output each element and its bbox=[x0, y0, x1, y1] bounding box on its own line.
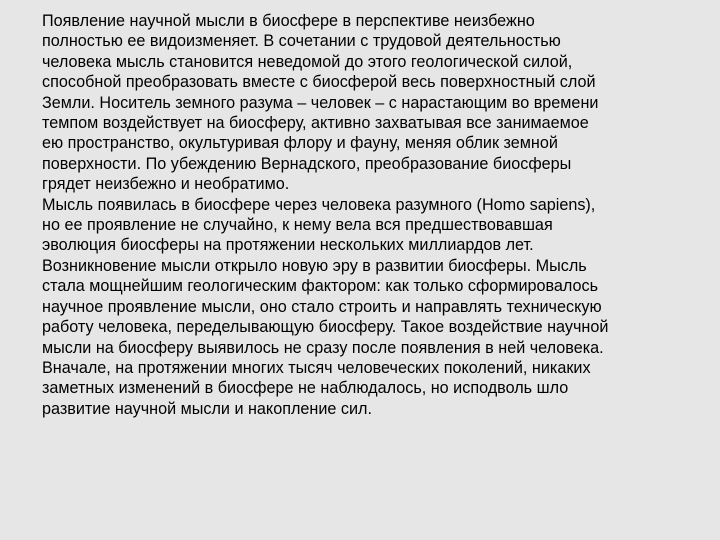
text-line-7: ею пространство, окультуривая флору и фауну, меняя облик земной bbox=[42, 134, 558, 153]
text-line-2: полностью ее видоизменяет. В сочетании с трудовой деятельностью bbox=[42, 32, 561, 51]
body-text bbox=[42, 11, 692, 419]
text-line-15: научное проявление мысли, оно стало строить и направлять техническую bbox=[42, 297, 602, 316]
text-line-6: темпом воздействует на биосферу, активно захватывая все занимаемое bbox=[42, 114, 589, 133]
text-line-20: развитие научной мысли и накопление сил. bbox=[42, 399, 372, 418]
text-line-12: эволюция биосферы на протяжении нескольких миллиардов лет. bbox=[42, 236, 534, 255]
text-line-13: Возникновение мысли открыло новую эру в развитии биосферы. Мысль bbox=[42, 256, 587, 275]
text-line-8: поверхности. По убеждению Вернадского, преобразование биосферы bbox=[42, 154, 572, 173]
text-line-16: работу человека, переделывающую биосферу. Такое воздействие научной bbox=[42, 318, 609, 337]
text-line-14: стала мощнейшим геологическим фактором: как только сформировалось bbox=[42, 277, 599, 296]
text-line-3: человека мысль становится неведомой до этого геологической силой, bbox=[42, 52, 573, 71]
text-line-1: Появление научной мысли в биосфере в перспективе неизбежно bbox=[42, 12, 535, 30]
text-line-10: Мысль появилась в биосфере через человека разумного (Homo sapiens), bbox=[42, 195, 596, 214]
text-line-4: способной преобразовать вместе с биосферой весь поверхностный слой bbox=[42, 73, 596, 92]
text-line-17: мысли на биосферу выявилось не сразу после появления в ней человека. bbox=[42, 338, 604, 357]
text-line-19: заметных изменений в биосфере не наблюдалось, но исподволь шло bbox=[42, 379, 569, 398]
text-line-11: но ее проявление не случайно, к нему вела вся предшествовавшая bbox=[42, 216, 553, 235]
text-line-18: Вначале, на протяжении многих тысяч человеческих поколений, никаких bbox=[42, 358, 591, 377]
text-line-9: грядет неизбежно и необратимо. bbox=[42, 175, 290, 194]
text-line-5: Земли. Носитель земного разума – человек – с нарастающим во времени bbox=[42, 93, 599, 112]
